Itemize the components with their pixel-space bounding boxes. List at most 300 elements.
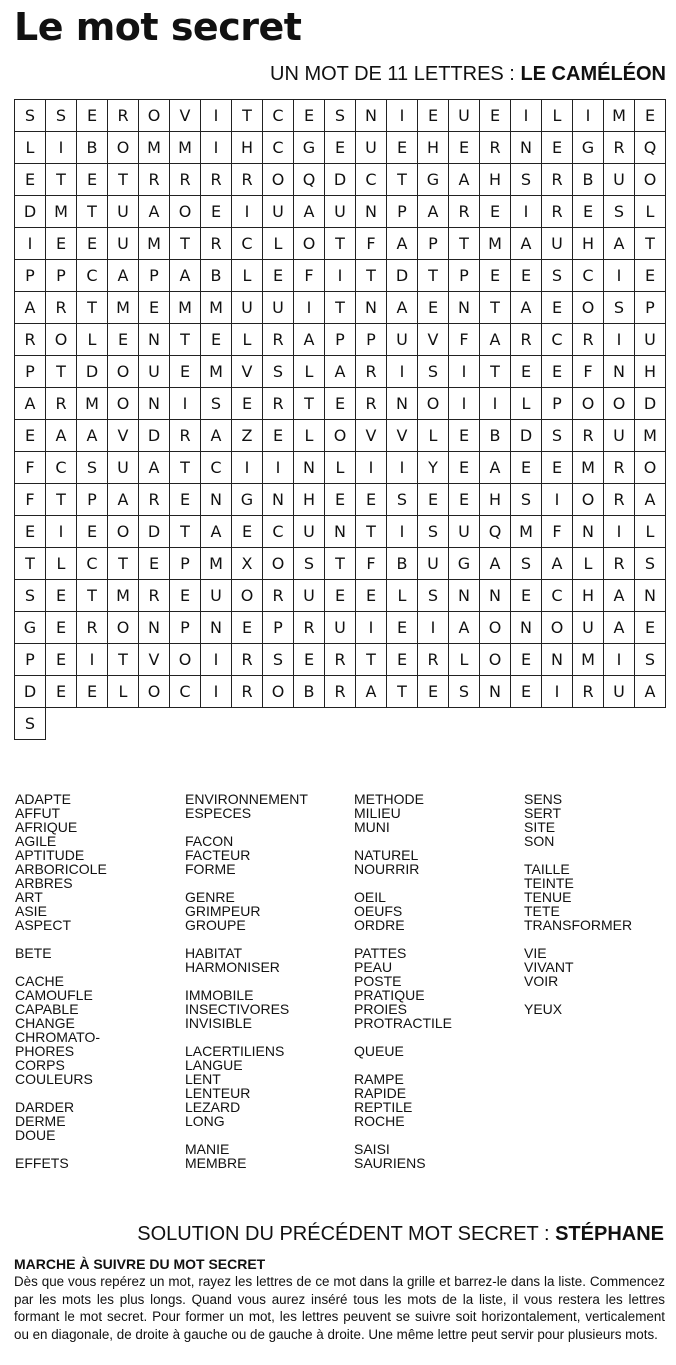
grid-cell[interactable]: A xyxy=(480,452,511,484)
word-list-item[interactable]: SERT xyxy=(524,805,562,821)
grid-cell[interactable]: S xyxy=(418,580,449,612)
grid-cell[interactable]: R xyxy=(139,580,170,612)
grid-cell[interactable]: X xyxy=(232,548,263,580)
grid-cell[interactable]: S xyxy=(15,580,46,612)
word-list-item[interactable]: EFFETS xyxy=(15,1155,69,1171)
word-list-item[interactable]: REPTILE xyxy=(354,1099,413,1115)
grid-cell[interactable]: R xyxy=(46,388,77,420)
grid-cell[interactable]: P xyxy=(542,388,573,420)
grid-cell[interactable]: Q xyxy=(480,516,511,548)
grid-cell[interactable]: A xyxy=(635,676,666,708)
grid-cell[interactable]: S xyxy=(511,484,542,516)
grid-cell[interactable]: E xyxy=(449,132,480,164)
grid-cell[interactable]: D xyxy=(325,164,356,196)
grid-cell[interactable]: T xyxy=(108,548,139,580)
grid-cell[interactable]: I xyxy=(511,100,542,132)
grid-cell[interactable]: M xyxy=(201,356,232,388)
grid-cell[interactable]: I xyxy=(170,388,201,420)
grid-cell[interactable]: P xyxy=(387,196,418,228)
grid-cell[interactable]: N xyxy=(511,612,542,644)
grid-cell[interactable]: N xyxy=(139,612,170,644)
grid-cell[interactable]: E xyxy=(201,324,232,356)
grid-cell[interactable]: H xyxy=(635,356,666,388)
grid-cell[interactable]: O xyxy=(480,644,511,676)
grid-cell[interactable]: O xyxy=(263,676,294,708)
grid-cell[interactable]: E xyxy=(542,356,573,388)
grid-cell[interactable]: I xyxy=(542,676,573,708)
grid-cell[interactable]: E xyxy=(418,484,449,516)
grid-cell[interactable]: E xyxy=(294,644,325,676)
grid-cell[interactable]: U xyxy=(604,420,635,452)
grid-cell[interactable]: O xyxy=(108,132,139,164)
word-list-item[interactable]: ASIE xyxy=(15,903,47,919)
word-list-item[interactable]: PATTES xyxy=(354,945,407,961)
word-list-item[interactable]: APTITUDE xyxy=(15,847,85,863)
grid-cell[interactable]: O xyxy=(108,388,139,420)
grid-cell[interactable]: A xyxy=(108,484,139,516)
grid-cell[interactable]: F xyxy=(573,356,604,388)
grid-cell[interactable]: L xyxy=(232,324,263,356)
grid-cell[interactable]: R xyxy=(232,676,263,708)
grid-cell[interactable]: T xyxy=(170,452,201,484)
grid-cell[interactable]: S xyxy=(635,644,666,676)
grid-cell[interactable]: M xyxy=(108,292,139,324)
grid-cell[interactable]: U xyxy=(294,580,325,612)
grid-cell[interactable]: E xyxy=(294,100,325,132)
grid-cell[interactable]: I xyxy=(201,644,232,676)
grid-cell[interactable]: A xyxy=(139,452,170,484)
grid-cell[interactable]: E xyxy=(635,612,666,644)
grid-cell[interactable]: L xyxy=(108,676,139,708)
grid-cell[interactable]: I xyxy=(77,644,108,676)
grid-cell[interactable]: R xyxy=(449,196,480,228)
grid-cell[interactable]: N xyxy=(387,388,418,420)
grid-cell[interactable]: T xyxy=(46,356,77,388)
grid-cell[interactable]: P xyxy=(139,260,170,292)
grid-cell[interactable]: T xyxy=(387,164,418,196)
grid-cell[interactable]: I xyxy=(604,644,635,676)
grid-cell[interactable]: T xyxy=(232,100,263,132)
grid-cell[interactable]: R xyxy=(232,164,263,196)
grid-cell[interactable]: C xyxy=(263,132,294,164)
word-list-item[interactable]: RAPIDE xyxy=(354,1085,407,1101)
grid-cell[interactable]: I xyxy=(15,228,46,260)
word-list-item[interactable]: ART xyxy=(15,889,43,905)
grid-cell[interactable]: R xyxy=(511,324,542,356)
grid-cell[interactable]: A xyxy=(356,676,387,708)
grid-cell[interactable]: H xyxy=(480,484,511,516)
grid-cell[interactable]: S xyxy=(325,100,356,132)
grid-cell[interactable]: L xyxy=(635,196,666,228)
grid-cell[interactable]: S xyxy=(511,548,542,580)
word-list-item[interactable]: ROCHE xyxy=(354,1113,405,1129)
grid-cell[interactable]: A xyxy=(449,164,480,196)
grid-cell[interactable]: E xyxy=(449,484,480,516)
word-list-item[interactable]: CHROMATO- xyxy=(15,1029,101,1045)
grid-cell[interactable]: M xyxy=(139,228,170,260)
grid-cell[interactable]: E xyxy=(480,260,511,292)
grid-cell[interactable]: C xyxy=(46,452,77,484)
grid-cell[interactable]: O xyxy=(294,228,325,260)
grid-cell[interactable]: V xyxy=(356,420,387,452)
grid-cell[interactable]: T xyxy=(418,260,449,292)
grid-cell[interactable]: R xyxy=(356,356,387,388)
grid-cell[interactable]: N xyxy=(294,452,325,484)
grid-cell[interactable]: E xyxy=(418,100,449,132)
grid-cell[interactable]: T xyxy=(356,516,387,548)
grid-cell[interactable]: C xyxy=(170,676,201,708)
grid-cell[interactable]: N xyxy=(139,324,170,356)
grid-cell[interactable]: O xyxy=(635,164,666,196)
grid-cell[interactable]: D xyxy=(139,516,170,548)
grid-cell[interactable]: A xyxy=(294,324,325,356)
grid-cell[interactable]: C xyxy=(232,228,263,260)
grid-cell[interactable]: S xyxy=(542,260,573,292)
grid-cell[interactable]: A xyxy=(139,196,170,228)
word-list-item[interactable]: METHODE xyxy=(354,791,424,807)
word-list-item[interactable]: FORME xyxy=(185,861,236,877)
grid-cell[interactable]: R xyxy=(108,100,139,132)
word-list-item[interactable]: YEUX xyxy=(524,1001,563,1017)
grid-cell[interactable]: E xyxy=(77,676,108,708)
word-list-item[interactable]: LENT xyxy=(185,1071,221,1087)
grid-cell[interactable]: T xyxy=(356,644,387,676)
word-list-item[interactable]: CAMOUFLE xyxy=(15,987,93,1003)
word-list-item[interactable]: FACTEUR xyxy=(185,847,251,863)
word-list-item[interactable]: LANGUE xyxy=(185,1057,243,1073)
word-list-item[interactable]: GENRE xyxy=(185,889,235,905)
grid-cell[interactable]: I xyxy=(294,292,325,324)
grid-cell[interactable]: T xyxy=(77,292,108,324)
word-list-item[interactable]: MANIE xyxy=(185,1141,230,1157)
grid-cell[interactable]: G xyxy=(15,612,46,644)
grid-cell[interactable]: L xyxy=(418,420,449,452)
grid-cell[interactable]: E xyxy=(480,100,511,132)
word-list-item[interactable]: CORPS xyxy=(15,1057,65,1073)
grid-cell[interactable]: A xyxy=(387,228,418,260)
grid-cell[interactable]: F xyxy=(356,548,387,580)
grid-cell[interactable]: I xyxy=(387,516,418,548)
grid-cell[interactable]: S xyxy=(77,452,108,484)
grid-cell[interactable]: E xyxy=(511,452,542,484)
word-list-item[interactable]: COULEURS xyxy=(15,1071,93,1087)
word-list-item[interactable]: OEIL xyxy=(354,889,386,905)
grid-cell[interactable]: O xyxy=(108,516,139,548)
grid-cell[interactable]: G xyxy=(232,484,263,516)
grid-cell[interactable]: F xyxy=(449,324,480,356)
grid-cell[interactable]: F xyxy=(15,484,46,516)
grid-cell[interactable]: L xyxy=(46,548,77,580)
word-list-item[interactable]: SAURIENS xyxy=(354,1155,426,1171)
grid-cell[interactable]: N xyxy=(356,100,387,132)
grid-cell[interactable]: O xyxy=(635,452,666,484)
grid-cell[interactable]: M xyxy=(573,644,604,676)
grid-cell[interactable]: M xyxy=(511,516,542,548)
grid-cell[interactable]: E xyxy=(480,196,511,228)
grid-cell[interactable]: E xyxy=(46,228,77,260)
grid-cell[interactable]: N xyxy=(263,484,294,516)
word-list-item[interactable]: HARMONISER xyxy=(185,959,280,975)
word-list-item[interactable]: CHANGE xyxy=(15,1015,75,1031)
grid-cell[interactable]: M xyxy=(480,228,511,260)
grid-cell[interactable]: S xyxy=(15,100,46,132)
grid-cell[interactable]: O xyxy=(139,100,170,132)
grid-cell[interactable]: F xyxy=(15,452,46,484)
grid-cell[interactable]: H xyxy=(418,132,449,164)
grid-cell[interactable]: T xyxy=(480,356,511,388)
grid-cell[interactable]: I xyxy=(356,452,387,484)
grid-cell[interactable]: E xyxy=(170,580,201,612)
word-list-item[interactable]: GROUPE xyxy=(185,917,246,933)
grid-cell[interactable]: D xyxy=(635,388,666,420)
grid-cell[interactable]: P xyxy=(418,228,449,260)
grid-cell[interactable]: E xyxy=(108,324,139,356)
grid-cell[interactable]: S xyxy=(418,516,449,548)
grid-cell[interactable]: D xyxy=(77,356,108,388)
grid-cell[interactable]: E xyxy=(139,292,170,324)
word-list-item[interactable]: SON xyxy=(524,833,555,849)
word-list-item[interactable]: TENUE xyxy=(524,889,572,905)
grid-cell[interactable]: Q xyxy=(294,164,325,196)
grid-cell[interactable]: R xyxy=(77,612,108,644)
word-list-item[interactable]: PROIES xyxy=(354,1001,407,1017)
grid-cell[interactable]: M xyxy=(201,292,232,324)
word-list-item[interactable]: NOURRIR xyxy=(354,861,420,877)
grid-cell[interactable]: T xyxy=(356,260,387,292)
grid-cell[interactable]: C xyxy=(356,164,387,196)
word-list-item[interactable]: CAPABLE xyxy=(15,1001,79,1017)
grid-cell[interactable]: A xyxy=(46,420,77,452)
grid-cell[interactable]: B xyxy=(573,164,604,196)
grid-cell[interactable]: I xyxy=(201,132,232,164)
grid-cell[interactable]: B xyxy=(387,548,418,580)
grid-cell[interactable]: E xyxy=(449,452,480,484)
word-list-item[interactable]: ESPECES xyxy=(185,805,252,821)
grid-cell[interactable]: R xyxy=(604,484,635,516)
grid-cell[interactable]: C xyxy=(573,260,604,292)
grid-cell[interactable]: I xyxy=(356,612,387,644)
grid-cell[interactable]: R xyxy=(542,164,573,196)
grid-cell[interactable]: E xyxy=(387,132,418,164)
grid-cell[interactable]: N xyxy=(201,484,232,516)
grid-cell[interactable]: E xyxy=(325,388,356,420)
grid-cell[interactable]: M xyxy=(108,580,139,612)
grid-cell[interactable]: S xyxy=(604,196,635,228)
grid-cell[interactable]: A xyxy=(511,228,542,260)
grid-cell[interactable]: E xyxy=(170,356,201,388)
grid-cell[interactable]: A xyxy=(15,388,46,420)
grid-cell[interactable]: E xyxy=(356,484,387,516)
grid-cell[interactable]: D xyxy=(139,420,170,452)
grid-cell[interactable]: U xyxy=(325,612,356,644)
grid-cell[interactable]: R xyxy=(604,132,635,164)
grid-cell[interactable]: R xyxy=(542,196,573,228)
grid-cell[interactable]: R xyxy=(418,644,449,676)
grid-cell[interactable]: O xyxy=(263,548,294,580)
grid-cell[interactable]: Z xyxy=(232,420,263,452)
word-list-item[interactable]: VIE xyxy=(524,945,547,961)
word-list-item[interactable]: POSTE xyxy=(354,973,402,989)
grid-cell[interactable]: S xyxy=(542,420,573,452)
grid-cell[interactable]: F xyxy=(356,228,387,260)
grid-cell[interactable]: A xyxy=(170,260,201,292)
word-list-item[interactable]: VIVANT xyxy=(524,959,574,975)
grid-cell[interactable]: M xyxy=(201,548,232,580)
grid-cell[interactable]: R xyxy=(201,164,232,196)
grid-cell[interactable]: N xyxy=(356,196,387,228)
grid-cell[interactable]: E xyxy=(232,516,263,548)
grid-cell[interactable]: E xyxy=(77,228,108,260)
grid-cell[interactable]: S xyxy=(263,356,294,388)
grid-cell[interactable]: O xyxy=(108,356,139,388)
word-list-item[interactable]: PRATIQUE xyxy=(354,987,425,1003)
grid-cell[interactable]: E xyxy=(511,676,542,708)
grid-cell[interactable]: I xyxy=(387,100,418,132)
grid-cell[interactable]: E xyxy=(542,292,573,324)
grid-cell[interactable]: T xyxy=(170,228,201,260)
grid-cell[interactable]: H xyxy=(480,164,511,196)
grid-cell[interactable]: R xyxy=(325,644,356,676)
grid-cell[interactable]: U xyxy=(604,676,635,708)
grid-cell[interactable]: S xyxy=(15,708,46,740)
grid-cell[interactable]: C xyxy=(201,452,232,484)
grid-cell[interactable]: Q xyxy=(635,132,666,164)
grid-cell[interactable]: O xyxy=(480,612,511,644)
word-list-item[interactable]: PROTRACTILE xyxy=(354,1015,453,1031)
grid-cell[interactable]: E xyxy=(232,388,263,420)
grid-cell[interactable]: A xyxy=(325,356,356,388)
grid-cell[interactable]: N xyxy=(139,388,170,420)
word-list-item[interactable]: RAMPE xyxy=(354,1071,404,1087)
grid-cell[interactable]: N xyxy=(542,644,573,676)
grid-cell[interactable]: F xyxy=(294,260,325,292)
grid-cell[interactable]: E xyxy=(46,612,77,644)
grid-cell[interactable]: T xyxy=(480,292,511,324)
grid-cell[interactable]: A xyxy=(635,484,666,516)
grid-cell[interactable]: V xyxy=(232,356,263,388)
grid-cell[interactable]: S xyxy=(201,388,232,420)
grid-cell[interactable]: H xyxy=(573,580,604,612)
grid-cell[interactable]: C xyxy=(263,516,294,548)
grid-cell[interactable]: S xyxy=(449,676,480,708)
grid-cell[interactable]: T xyxy=(387,676,418,708)
grid-cell[interactable]: R xyxy=(480,132,511,164)
grid-cell[interactable]: R xyxy=(263,580,294,612)
grid-cell[interactable]: O xyxy=(325,420,356,452)
grid-cell[interactable]: T xyxy=(170,516,201,548)
grid-cell[interactable]: U xyxy=(449,100,480,132)
grid-cell[interactable]: I xyxy=(263,452,294,484)
grid-cell[interactable]: N xyxy=(356,292,387,324)
grid-cell[interactable]: R xyxy=(604,452,635,484)
grid-cell[interactable]: T xyxy=(635,228,666,260)
grid-cell[interactable]: C xyxy=(542,580,573,612)
grid-cell[interactable]: U xyxy=(294,516,325,548)
grid-cell[interactable]: C xyxy=(77,260,108,292)
grid-cell[interactable]: U xyxy=(201,580,232,612)
grid-cell[interactable]: E xyxy=(46,644,77,676)
grid-cell[interactable]: O xyxy=(139,676,170,708)
word-list-item[interactable]: PHORES xyxy=(15,1043,75,1059)
grid-cell[interactable]: M xyxy=(170,132,201,164)
grid-cell[interactable]: E xyxy=(201,196,232,228)
grid-cell[interactable]: U xyxy=(635,324,666,356)
word-list-item[interactable]: IMMOBILE xyxy=(185,987,254,1003)
grid-cell[interactable]: C xyxy=(263,100,294,132)
grid-cell[interactable]: V xyxy=(108,420,139,452)
word-list-item[interactable]: GRIMPEUR xyxy=(185,903,261,919)
grid-cell[interactable]: R xyxy=(573,324,604,356)
grid-cell[interactable]: P xyxy=(15,356,46,388)
word-list-item[interactable]: PEAU xyxy=(354,959,393,975)
grid-cell[interactable]: U xyxy=(108,196,139,228)
grid-cell[interactable]: T xyxy=(15,548,46,580)
grid-cell[interactable]: L xyxy=(635,516,666,548)
grid-cell[interactable]: P xyxy=(325,324,356,356)
grid-cell[interactable]: A xyxy=(201,516,232,548)
word-list-item[interactable]: VOIR xyxy=(524,973,559,989)
word-list-item[interactable]: TAILLE xyxy=(524,861,570,877)
grid-cell[interactable]: N xyxy=(480,676,511,708)
grid-cell[interactable]: R xyxy=(139,484,170,516)
grid-cell[interactable]: R xyxy=(263,324,294,356)
grid-cell[interactable]: O xyxy=(232,580,263,612)
grid-cell[interactable]: P xyxy=(635,292,666,324)
word-list-item[interactable]: SAISI xyxy=(354,1141,390,1157)
grid-cell[interactable]: U xyxy=(263,196,294,228)
grid-cell[interactable]: V xyxy=(418,324,449,356)
grid-cell[interactable]: U xyxy=(232,292,263,324)
grid-cell[interactable]: T xyxy=(170,324,201,356)
grid-cell[interactable]: R xyxy=(356,388,387,420)
word-list-item[interactable]: INVISIBLE xyxy=(185,1015,252,1031)
grid-cell[interactable]: P xyxy=(15,644,46,676)
grid-cell[interactable]: G xyxy=(418,164,449,196)
grid-cell[interactable]: I xyxy=(201,100,232,132)
grid-cell[interactable]: M xyxy=(139,132,170,164)
grid-cell[interactable]: P xyxy=(356,324,387,356)
grid-cell[interactable]: O xyxy=(573,292,604,324)
grid-cell[interactable]: P xyxy=(15,260,46,292)
word-list-item[interactable]: ORDRE xyxy=(354,917,405,933)
grid-cell[interactable]: P xyxy=(46,260,77,292)
grid-cell[interactable]: A xyxy=(480,548,511,580)
grid-cell[interactable]: N xyxy=(573,516,604,548)
grid-cell[interactable]: B xyxy=(77,132,108,164)
word-list-item[interactable]: LEZARD xyxy=(185,1099,241,1115)
grid-cell[interactable]: R xyxy=(604,548,635,580)
grid-cell[interactable]: L xyxy=(294,420,325,452)
grid-cell[interactable]: I xyxy=(604,260,635,292)
grid-cell[interactable]: E xyxy=(356,580,387,612)
grid-cell[interactable]: E xyxy=(449,420,480,452)
grid-cell[interactable]: B xyxy=(294,676,325,708)
grid-cell[interactable]: A xyxy=(108,260,139,292)
grid-cell[interactable]: I xyxy=(325,260,356,292)
grid-cell[interactable]: R xyxy=(294,612,325,644)
grid-cell[interactable]: I xyxy=(232,452,263,484)
grid-cell[interactable]: T xyxy=(46,484,77,516)
grid-cell[interactable]: T xyxy=(108,164,139,196)
grid-cell[interactable]: A xyxy=(201,420,232,452)
grid-cell[interactable]: N xyxy=(604,356,635,388)
word-list-item[interactable]: CACHE xyxy=(15,973,65,989)
grid-cell[interactable]: O xyxy=(263,164,294,196)
grid-cell[interactable]: I xyxy=(449,356,480,388)
grid-cell[interactable]: C xyxy=(77,548,108,580)
grid-cell[interactable]: A xyxy=(449,612,480,644)
grid-cell[interactable]: L xyxy=(573,548,604,580)
